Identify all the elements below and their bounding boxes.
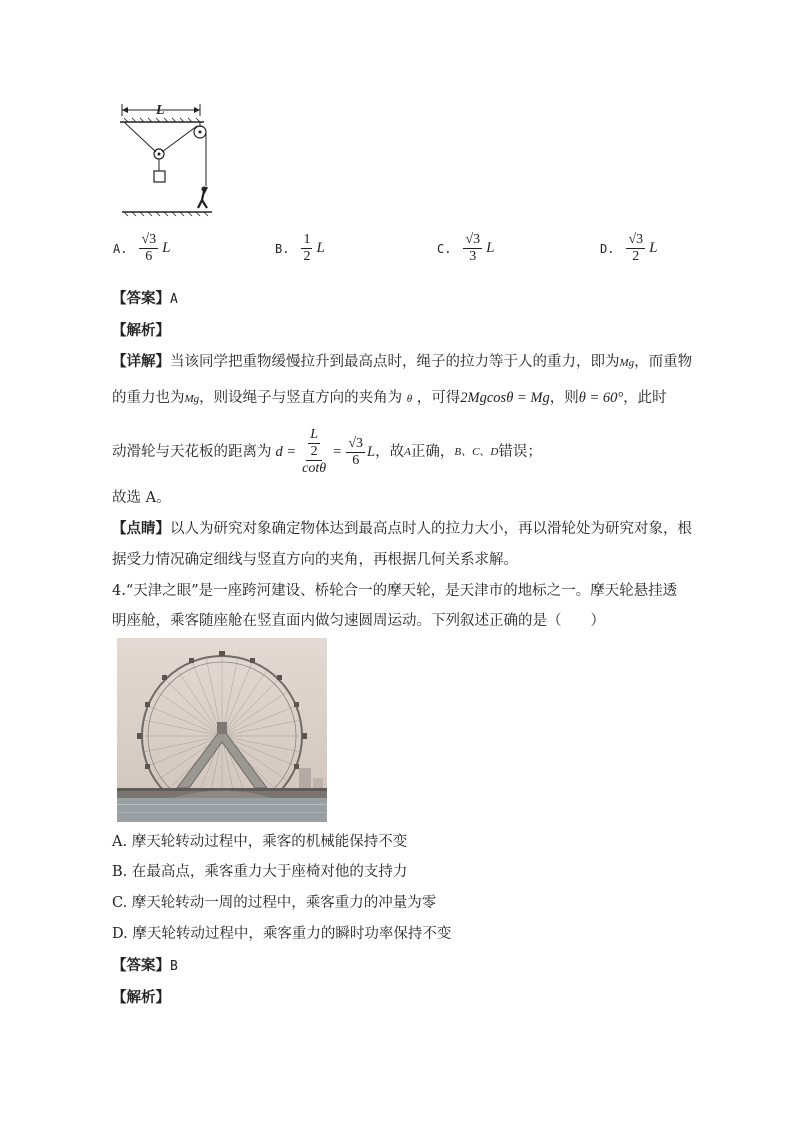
option-d: D. $\frac{√3}{2}$ L	[600, 232, 658, 264]
q4-option-d: D. 摩天轮转动过程中，乘客重力的瞬时功率保持不变	[112, 926, 452, 942]
distance-fraction: L 2 cotθ	[302, 427, 327, 476]
q4-option-c: C. 摩天轮转动一周的过程中，乘客重力的冲量为零	[112, 895, 437, 911]
option-c: C. $\frac{√3}{3}$ L	[437, 232, 495, 264]
q4-option-a: A. 摩天轮转动过程中，乘客的机械能保持不变	[112, 834, 408, 850]
q4-answer: 【答案】B	[112, 957, 178, 974]
q3-tip-line1: 【点睛】以人为研究对象确定物体达到最高点时人的拉力大小，再以滑轮处为研究对象，根	[112, 520, 692, 537]
q3-tip-line2: 据受力情况确定细线与竖直方向的夹角，再根据几何关系求解。	[112, 552, 518, 568]
pulley-diagram	[112, 96, 222, 218]
q3-detail-line3: 动滑轮与天花板的距离为 d = L 2 cotθ = $\frac{√3}{6}$ L ，故 A 正确， B、C、D 错误；	[112, 427, 542, 476]
q3-analysis-tag: 【解析】	[112, 322, 170, 339]
q3-answer: 【答案】A	[112, 290, 178, 307]
option-a: A. $\frac{√3}{6}$ L	[113, 232, 171, 264]
q4-option-b: B. 在最高点，乘客重力大于座椅对他的支持力	[112, 864, 408, 880]
q4-stem-line1: 4.“天津之眼”是一座跨河建设、桥轮合一的摩天轮，是天津市的地标之一。摩天轮悬挂透	[112, 583, 678, 599]
option-a-den: 6	[145, 249, 153, 264]
q3-detail-line1: 【详解】当该同学把重物缓慢拉升到最高点时，绳子的拉力等于人的重力，即为Mg，而重物	[112, 353, 693, 370]
q4-stem-line2: 明座舱，乘客随座舱在竖直面内做匀速圆周运动。下列叙述正确的是（ ）	[112, 613, 605, 629]
option-b: B. $\frac{1}{2}$ L	[275, 232, 325, 264]
q4-analysis-tag: 【解析】	[112, 989, 170, 1006]
option-d-den: 2	[632, 249, 640, 264]
q3-choose: 故选 A。	[112, 490, 171, 506]
length-label-L: L	[156, 103, 165, 118]
option-c-den: 3	[469, 249, 477, 264]
ferris-wheel-photo	[117, 638, 327, 822]
option-a-num: √3	[141, 232, 157, 247]
option-d-num: √3	[628, 232, 644, 247]
option-b-den: 2	[303, 249, 311, 264]
option-b-num: 1	[303, 232, 311, 247]
q3-detail-line2: 的重力也为Mg，则设绳子与竖直方向的夹角为 θ ，可得2Mgcosθ = Mg，则θ = 60°，此时	[112, 390, 667, 406]
option-c-num: √3	[465, 232, 481, 247]
